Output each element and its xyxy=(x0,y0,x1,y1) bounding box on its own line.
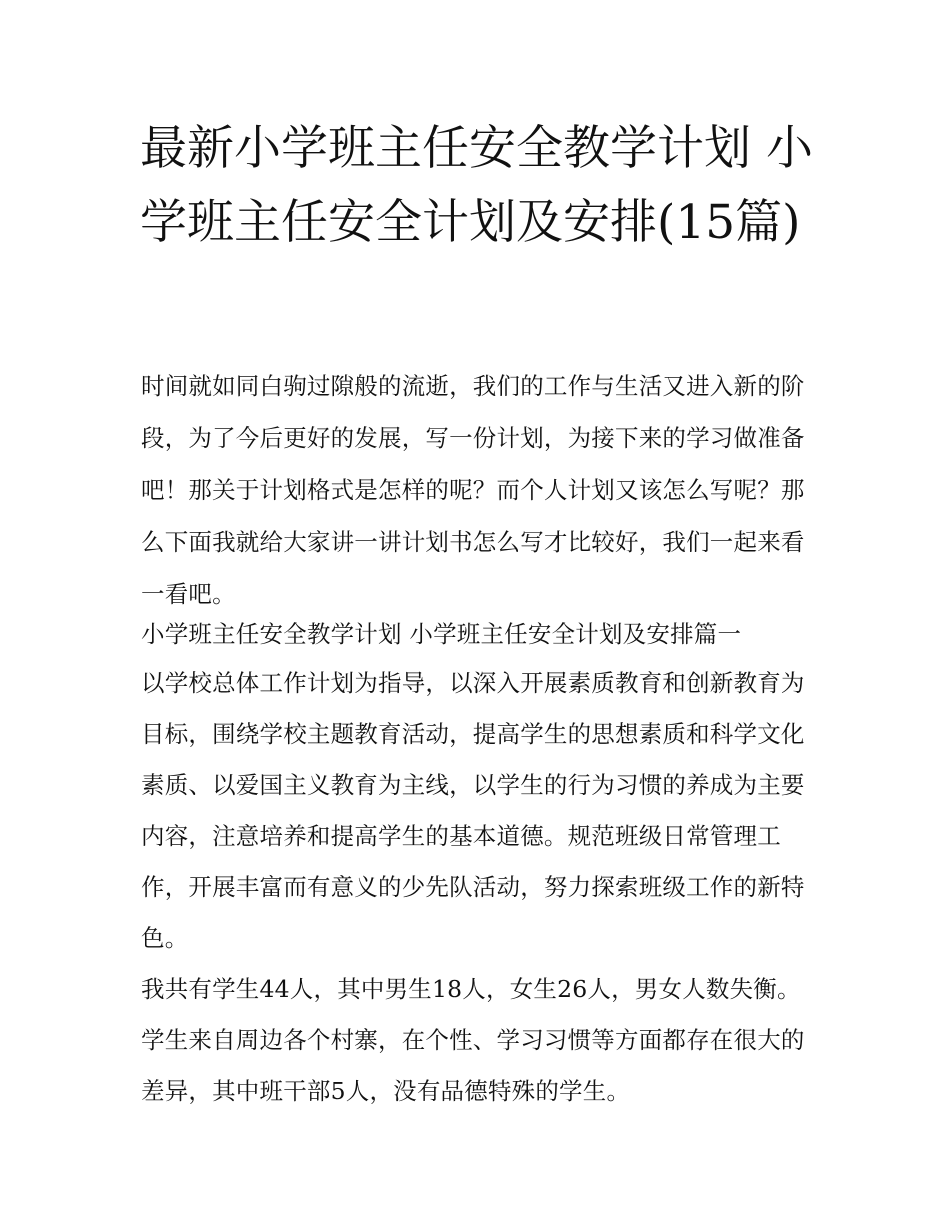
class-situation-paragraph: 我共有学生44人，其中男生18人，女生26人，男女人数失衡。学生来自周边各个村寨，在个性、学习习惯等方面都存在很大的差异，其中班干部5人，没有品德特殊的学生。 xyxy=(141,975,805,1105)
section-heading: 小学班主任安全教学计划 小学班主任安全计划及安排篇一 xyxy=(141,620,742,648)
intro-paragraph: 时间就如同白驹过隙般的流逝，我们的工作与生活又进入新的阶段，为了今后更好的发展，写一份计划，为接下来的学习做准备吧！那关于计划格式是怎样的呢？而个人计划又该怎么写呢？那么下面我就给大家讲一讲计划书怎么写才比较好，我们一起来看一看吧。 xyxy=(141,372,805,608)
document-title: 最新小学班主任安全教学计划 小学班主任安全计划及安排(15篇) xyxy=(140,121,813,250)
guiding-paragraph: 以学校总体工作计划为指导，以深入开展素质教育和创新教育为目标，围绕学校主题教育活动，提高学生的思想素质和科学文化素质、以爱国主义教育为主线，以学生的行为习惯的养成为主要内容，注意培养和提高学生的基本道德。规范班级日常管理工作，开展丰富而有意义的少先队活动，努力探索班级工作的新特色。 xyxy=(141,669,805,952)
